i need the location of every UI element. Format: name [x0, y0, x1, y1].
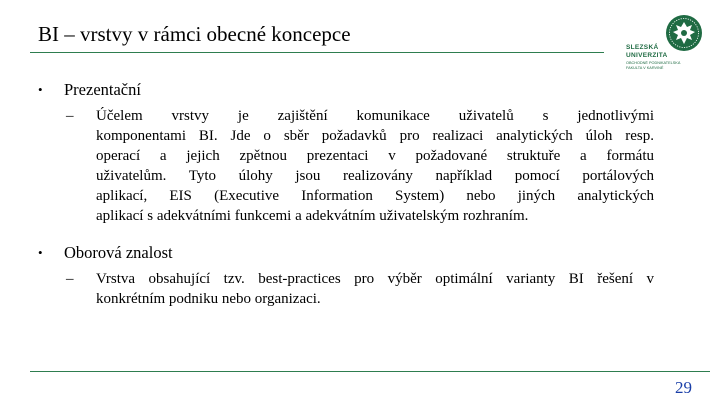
text-line: Vrstva obsahující tzv. best-practices pro výběr optimální varianty BI řešení v [96, 271, 654, 287]
footer-divider [30, 371, 710, 372]
sub-bullet-text [96, 269, 654, 309]
text-line: konkrétním podniku nebo organizaci. [96, 291, 321, 307]
text-line: uživatelům. Tyto úlohy jsou realizovány například pomocí portálových [96, 168, 654, 184]
logo-sub-line-1: OBCHODNĚ PODNIKATELSKÁ [626, 61, 681, 65]
text-line: aplikací s adekvátními funkcemi a adekvátním uživatelským rozhraním. [96, 208, 529, 224]
logo-line-1: SLEZSKÁ [626, 44, 659, 51]
bullet-label: Oborová znalost [64, 243, 173, 262]
bullet-symbol: • [38, 82, 43, 97]
title-divider [30, 52, 604, 53]
bullet-symbol: • [38, 245, 43, 260]
bullet-label: Prezentační [64, 80, 141, 99]
text-line: komponentami BI. Jde o sběr požadavků pro realizaci analytických úloh resp. [96, 128, 654, 144]
text-line: operací a jejich zpětnou prezentaci v požadované struktuře a formátu [96, 148, 654, 164]
logo-line-2: UNIVERZITA [626, 52, 668, 59]
university-emblem-icon [665, 14, 703, 52]
text-line: aplikací, EIS (Executive Information System) nebo jiných analytických [96, 188, 654, 204]
sub-bullet-dash: – [66, 108, 74, 124]
logo-wordmark [626, 44, 668, 60]
page-number: 29 [675, 378, 692, 397]
slide-title: BI – vrstvy v rámci obecné koncepce [38, 22, 351, 46]
logo-sub-line-2: FAKULTA V KARVINÉ [626, 66, 664, 70]
sub-bullet-text [96, 106, 654, 226]
text-line: Účelem vrstvy je zajištění komunikace uživatelů s jednotlivými [96, 108, 654, 124]
logo-subtitle [626, 61, 704, 71]
sub-bullet-dash: – [66, 271, 74, 287]
university-logo [622, 14, 704, 80]
